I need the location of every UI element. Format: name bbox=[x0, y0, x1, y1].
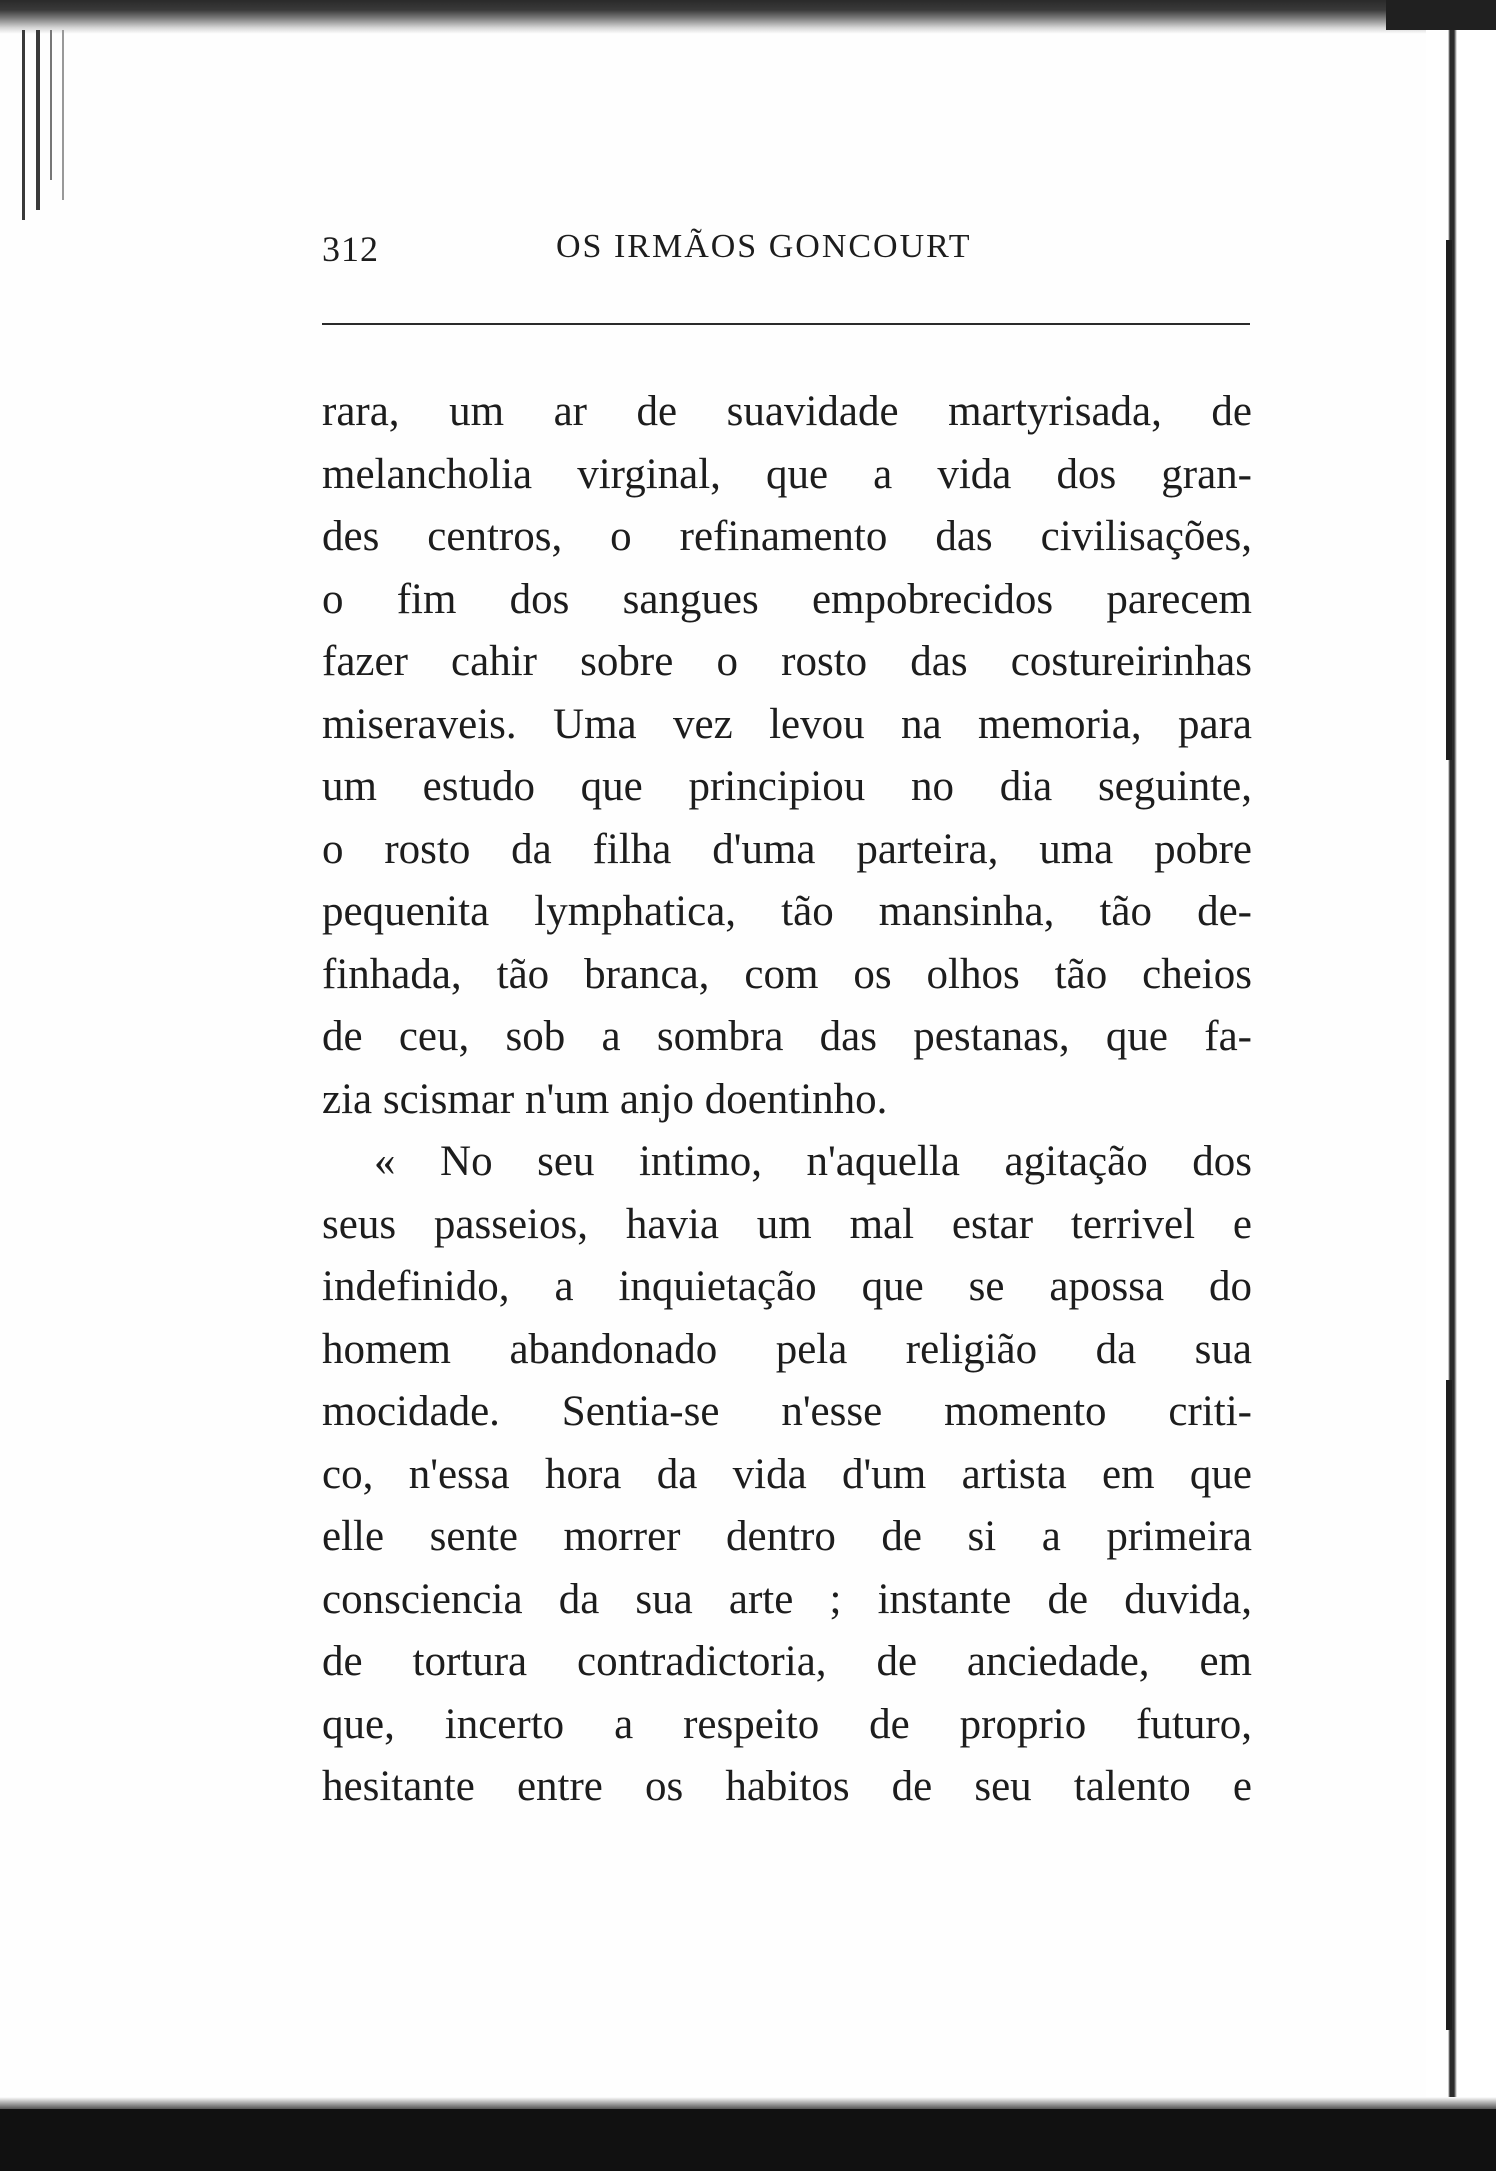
page-right-edge bbox=[1426, 30, 1496, 2110]
text-line: pequenita lymphatica, tão mansinha, tão de- bbox=[322, 888, 1252, 935]
text-line: que, incerto a respeito de proprio futuro, bbox=[322, 1700, 1252, 1748]
page-edge-shadow bbox=[1446, 240, 1452, 760]
text-line: seus passeios, havia um mal estar terrivel e bbox=[322, 1200, 1252, 1248]
scan-bottom-fade bbox=[0, 2097, 1496, 2109]
text-line: hesitante entre os habitos de seu talento e bbox=[322, 1763, 1252, 1810]
text-line: elle sente morrer dentro de si a primeira bbox=[322, 1513, 1252, 1560]
page-number: 312 bbox=[322, 229, 379, 269]
scan-bottom-band bbox=[0, 2109, 1496, 2171]
running-head bbox=[322, 228, 1252, 288]
text-line: de tortura contradictoria, de anciedade, em bbox=[322, 1638, 1252, 1685]
scan-binding-edge bbox=[0, 0, 1496, 34]
gutter-line bbox=[50, 30, 52, 180]
text-line: fazer cahir sobre o rosto das costureirinhas bbox=[322, 638, 1252, 685]
body-text bbox=[322, 381, 1252, 1819]
text-line: o rosto da filha d'uma parteira, uma pobre bbox=[322, 825, 1252, 873]
text-line: de ceu, sob a sombra das pestanas, que fa- bbox=[322, 1013, 1252, 1060]
text-line: finhada, tão branca, com os olhos tão cheios bbox=[322, 950, 1252, 998]
text-line: melancholia virginal, que a vida dos gran- bbox=[322, 450, 1252, 498]
text-line: indefinido, a inquietação que se apossa do bbox=[322, 1263, 1252, 1310]
text-line: rara, um ar de suavidade martyrisada, de bbox=[322, 388, 1252, 435]
text-line: des centros, o refinamento das civilisações, bbox=[322, 513, 1252, 560]
text-line: o fim dos sangues empobrecidos parecem bbox=[322, 575, 1252, 623]
text-line: « No seu intimo, n'aquella agitação dos bbox=[374, 1138, 1252, 1185]
text-line: mocidade. Sentia-se n'esse momento criti- bbox=[322, 1388, 1252, 1435]
gutter-line bbox=[36, 30, 40, 210]
scan-corner-shadow bbox=[1386, 0, 1496, 30]
text-line: zia scismar n'um anjo doentinho. bbox=[322, 1075, 888, 1123]
text-line: consciencia da sua arte ; instante de duvida, bbox=[322, 1575, 1252, 1623]
running-title: OS IRMÃOS GONCOURT bbox=[556, 228, 972, 265]
page-edge-shadow bbox=[1446, 1380, 1452, 2030]
text-line: miseraveis. Uma vez levou na memoria, para bbox=[322, 700, 1252, 748]
gutter-line bbox=[22, 30, 25, 220]
header-rule bbox=[322, 323, 1250, 325]
text-line: homem abandonado pela religião da sua bbox=[322, 1325, 1252, 1373]
text-line: um estudo que principiou no dia seguinte, bbox=[322, 763, 1252, 810]
text-line: co, n'essa hora da vida d'um artista em que bbox=[322, 1450, 1252, 1498]
gutter-line bbox=[62, 30, 64, 200]
